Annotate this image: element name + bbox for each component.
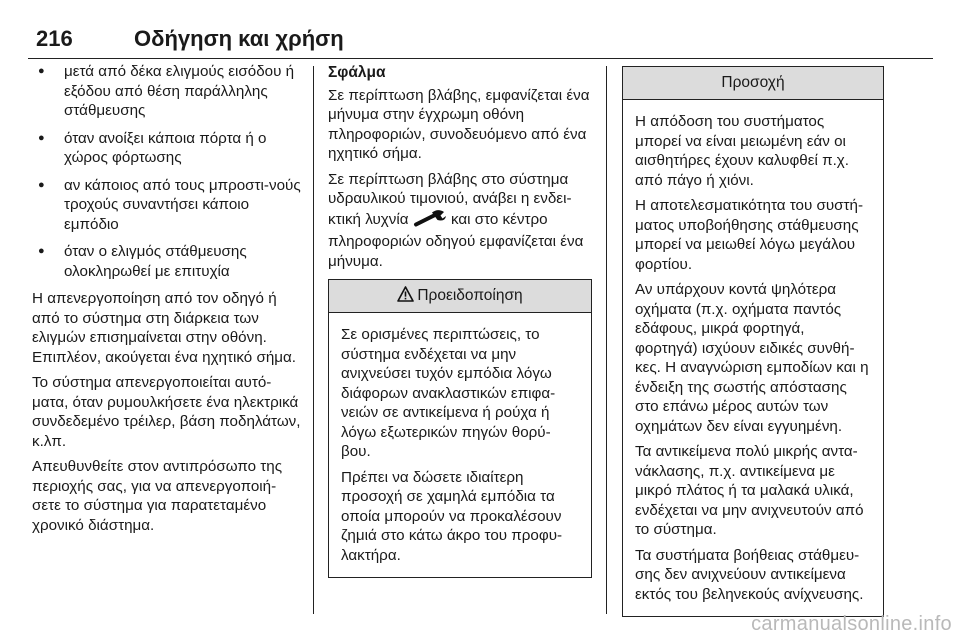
column-divider <box>606 66 607 614</box>
paragraph: Η απενεργοποίηση από τον οδηγό ή από το σύστημα στη διάρκεια των ελιγμών επισημαίνεται στην οθόνη. Επιπλέον, ακούγεται ένα ηχητικό σήμα. <box>32 290 297 366</box>
warning-title: Προειδοποίηση <box>417 287 523 304</box>
watermark: carmanualsonline.info <box>751 613 952 635</box>
paragraph <box>328 170 592 272</box>
header-rule <box>28 58 933 59</box>
paragraph: Απευθυνθείτε στον αντιπρόσωπο της περιοχής σας, για να απενεργοποιή-σετε το σύστημα για παρατεταμένο χρονικό διάστημα. <box>32 458 283 534</box>
caution-box <box>622 66 884 617</box>
caution-header <box>623 67 883 100</box>
bullet-list <box>32 62 302 281</box>
paragraph: Σε ορισμένες περιπτώσεις, το σύστημα ενδέχεται να μην ανιχνεύσει τυχόν εμπόδια λόγω διάφορων ανακλαστικών επιφα-νειών σε αντικείμενα ή ρούχα ή λόγω εξωτερικών πηγών θορύ-βου. <box>341 326 556 460</box>
list-item: ● μετά από δέκα ελιγμούς εισόδου ή εξόδου από θέση παράλληλης στάθμευσης <box>32 62 302 121</box>
list-item: ● όταν ο ελιγμός στάθμευσης ολοκληρωθεί με επιτυχία <box>32 242 302 281</box>
section-heading: Σφάλμα <box>328 64 386 81</box>
list-item: ● αν κάποιος από τους μπροστι-νούς τροχούς συναντήσει κάποιο εμπόδιο <box>32 176 302 235</box>
list-item: ● όταν ανοίξει κάποια πόρτα ή ο χώρος φόρτωσης <box>32 129 302 168</box>
page-title: Οδήγηση και χρήση <box>134 26 344 51</box>
column-middle <box>328 62 592 578</box>
paragraph-text: και στο κέντρο πληροφοριών οδηγού εμφανίζεται ένα μήνυμα. <box>328 210 584 270</box>
paragraph-text: Σε περίπτωση βλάβης στο σύστημα υδραυλικού τιμονιού, ανάβει η ενδει-κτική λυχνία <box>328 170 572 228</box>
paragraph: Η αποτελεσματικότητα του συστή-ματος υποβοήθησης στάθμευσης μπορεί να μειωθεί λόγω μεγάλου φορτίου. <box>635 197 864 273</box>
column-right <box>622 62 884 617</box>
column-divider <box>313 66 314 614</box>
warning-body <box>329 313 591 577</box>
column-left <box>32 62 302 541</box>
page-header <box>28 20 933 60</box>
paragraph: Η απόδοση του συστήματος μπορεί να είναι μειωμένη εάν οι αισθητήρες έχουν καλυφθεί π.χ. από πάγο ή χιόνι. <box>635 113 849 189</box>
paragraph: Τα συστήματα βοήθειας στάθμευ-σης δεν ανιχνεύουν αντικείμενα εκτός του βεληνεκούς ανίχνευσης. <box>635 546 864 603</box>
paragraph: Αν υπάρχουν κοντά ψηλότερα οχήματα (π.χ. οχήματα παντός εδάφους, μικρά φορτηγά, φορτηγά) ισχύουν ειδικές συνθή-κες. Η αναγνώριση εμποδίων και η ένδειξη της σωστής απόστασης στο επάνω μέρος αυτών των οχημάτων δεν είναι εγγυημένη. <box>635 281 869 435</box>
paragraph: Το σύστημα απενεργοποιείται αυτό-ματα, όταν ρυμουλκήσετε ένα ηλεκτρικά συνδεδεμένο τρέιλερ, βάση ποδηλάτων, κ.λπ. <box>32 374 301 450</box>
page-number: 216 <box>36 26 73 51</box>
paragraph: Πρέπει να δώσετε ιδιαίτερη προσοχή σε χαμηλά εμπόδια τα οποία μπορούν να προκαλέσουν ζημιά στο κάτω άκρο του προφυ-λακτήρα. <box>341 468 563 564</box>
wrench-icon <box>413 209 447 233</box>
paragraph: Τα αντικείμενα πολύ μικρής αντα-νάκλασης, π.χ. αντικείμενα με μικρό πλάτος ή τα μαλακά υλικά, ενδέχεται να μην ανιχνευτούν από το σύστημα. <box>635 443 864 538</box>
caution-body <box>623 100 883 616</box>
paragraph: Σε περίπτωση βλάβης, εμφανίζεται ένα μήνυμα στην έγχρωμη οθόνη πληροφοριών, συνοδευόμενο από ένα ηχητικό σήμα. <box>328 86 590 162</box>
caution-title: Προσοχή <box>721 74 785 91</box>
warning-header <box>329 280 591 313</box>
warning-triangle-icon <box>397 282 414 314</box>
warning-box <box>328 279 592 578</box>
